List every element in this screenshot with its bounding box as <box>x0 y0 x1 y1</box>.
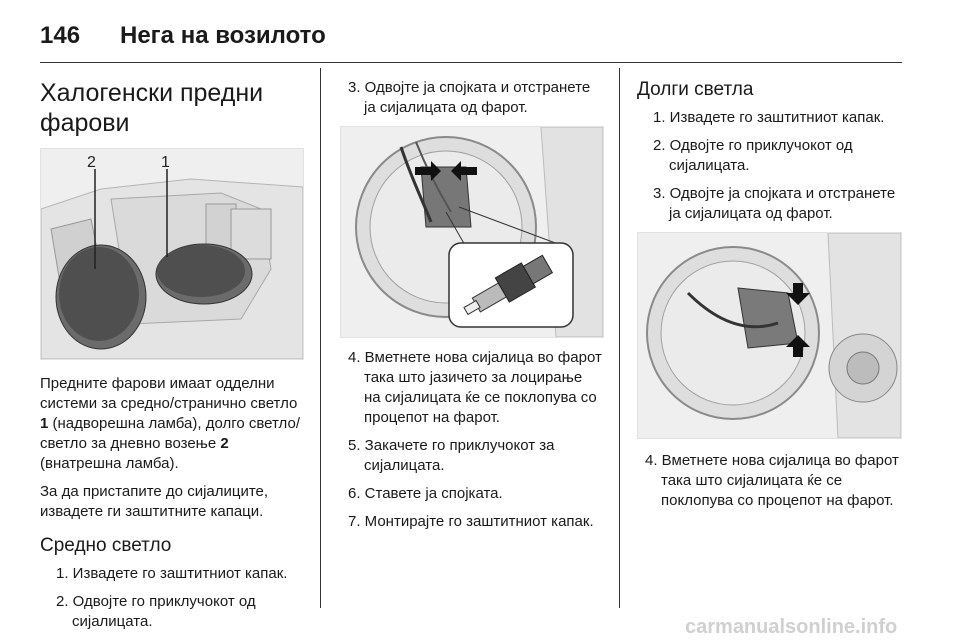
callout-1: 1 <box>161 154 170 171</box>
list-item: 4. Вметнете нова сијалица во фарот така што јазичето за лоцирање на сијалицата ќе се поклопува со процепот на фарот. <box>348 349 602 426</box>
column-3 <box>637 68 902 519</box>
list-item: 7. Монтирајте го заштитниот капак. <box>348 513 594 530</box>
page-number: 146 <box>40 22 81 49</box>
bulb-removal-figure <box>340 126 604 338</box>
list-item: 5. Закачете го приклучокот за сијалицата. <box>348 437 555 474</box>
ref-1: 1 <box>40 415 49 432</box>
headlamp-figure <box>40 148 304 360</box>
low-beam-steps <box>40 564 302 632</box>
callout-2: 2 <box>87 154 96 171</box>
list-item: 2. Одвојте го приклучокот од сијалицата. <box>56 593 256 630</box>
high-beam-illustration <box>638 233 901 438</box>
column-divider-1 <box>320 68 321 608</box>
list-item: 6. Ставете ја спојката. <box>348 485 503 502</box>
access-paragraph: За да пристапите до сијалиците, извадете ги заштитните капаци. <box>40 483 269 520</box>
column-1 <box>40 68 302 640</box>
list-item: 1. Извадете го заштитниот капак. <box>653 109 885 126</box>
list-item: 2. Одвојте го приклучокот од сијалицата. <box>653 137 853 174</box>
steps-top <box>340 78 602 118</box>
column-2 <box>340 68 602 540</box>
intro-paragraph: Предните фарови имаат одделни системи за средно/странично светло 1 (надворешна ламба), долго светло/светло за дневно возење 2 (внатрешна ламба). <box>40 375 300 472</box>
watermark: carmanualsonline.info <box>685 616 898 638</box>
list-item: 3. Одвојте ја спојката и отстранете ја сијалицата од фарот. <box>653 185 896 222</box>
steps-bottom-3 <box>637 451 902 511</box>
header-rule <box>40 62 902 63</box>
ref-2: 2 <box>220 435 229 452</box>
page-title: Нега на возилото <box>120 22 326 49</box>
page-header <box>40 14 906 58</box>
high-beam-figure <box>637 232 902 439</box>
column-divider-2 <box>619 68 620 608</box>
list-item: 3. Одвојте ја спојката и отстранете ја сијалицата од фарот. <box>348 79 591 116</box>
bulb-removal-illustration <box>341 127 603 337</box>
list-item: 1. Извадете го заштитниот капак. <box>56 565 288 582</box>
subheading-low-beam: Средно светло <box>40 535 172 556</box>
high-beam-steps <box>637 108 902 224</box>
steps-bottom <box>340 348 602 532</box>
headlamp-illustration <box>41 149 303 359</box>
subheading-high-beam: Долги светла <box>637 79 754 100</box>
section-heading: Халогенски предни фарови <box>40 79 264 137</box>
list-item: 4. Вметнете нова сијалица во фарот така што сијалицата ќе се поклопува со процепот на фарот. <box>645 452 899 509</box>
